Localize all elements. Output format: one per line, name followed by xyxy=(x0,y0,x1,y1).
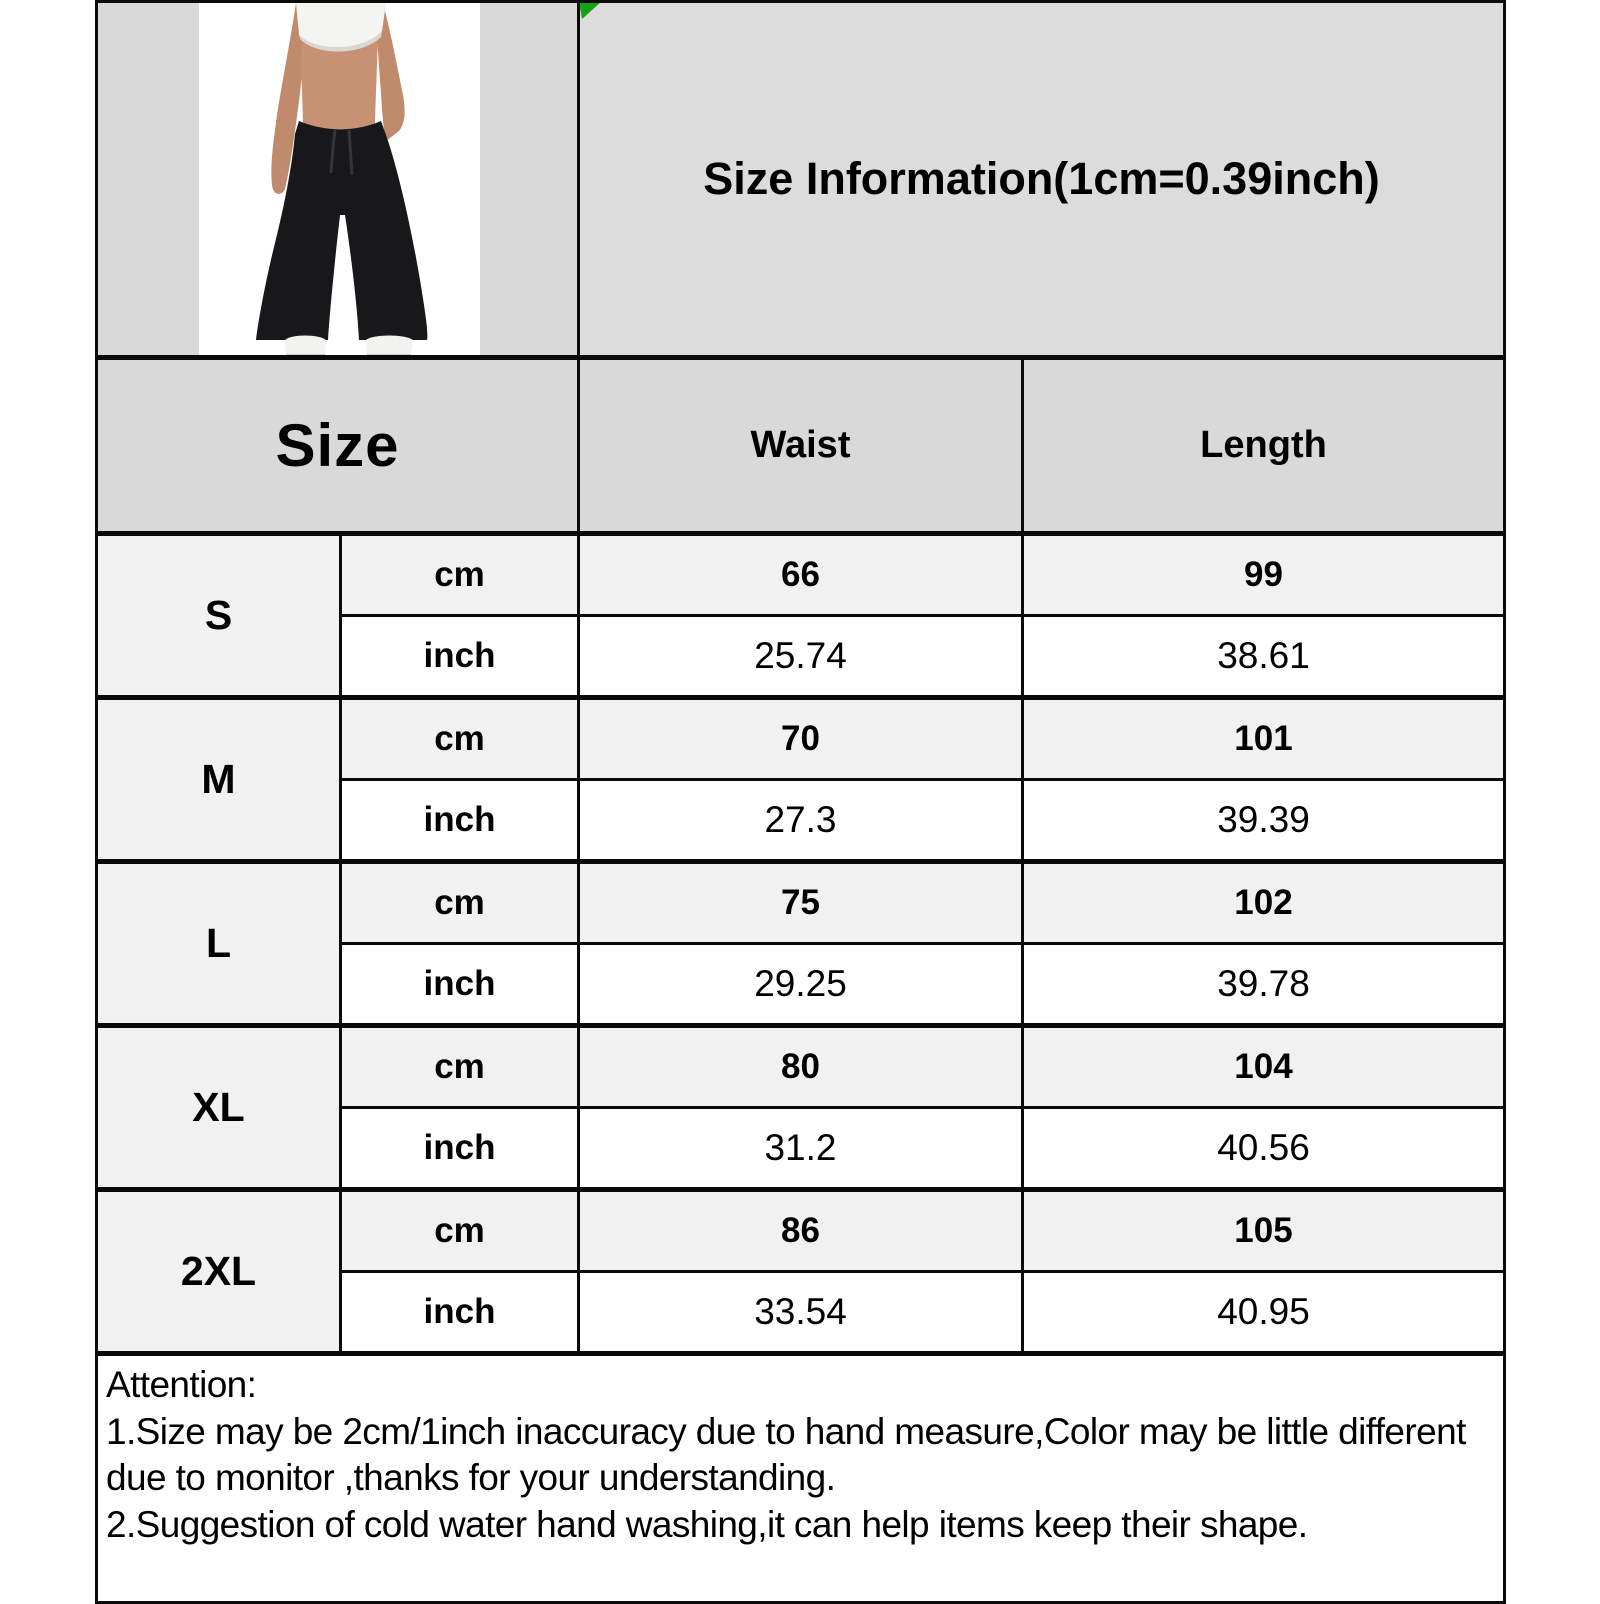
size-information-title-cell xyxy=(579,2,1505,358)
unit-label-cell: cm xyxy=(341,1026,579,1108)
length-value: 40.56 xyxy=(1023,1108,1505,1190)
table-row-2xl-cm xyxy=(97,1190,1505,1272)
size-cell-2xl: 2XL xyxy=(97,1190,341,1354)
unit-label-cell: inch xyxy=(341,944,579,1026)
length-value: 39.78 xyxy=(1023,944,1505,1026)
product-photo xyxy=(199,3,480,358)
size-information-title: Size Information(1cm=0.39inch) xyxy=(703,153,1380,204)
length-value: 39.39 xyxy=(1023,780,1505,862)
unit-label-cell: cm xyxy=(341,862,579,944)
attention-note-cell xyxy=(97,1354,1505,1603)
size-cell-xl: XL xyxy=(97,1026,341,1190)
waist-value: 27.3 xyxy=(579,780,1023,862)
waist-value: 31.2 xyxy=(579,1108,1023,1190)
size-chart-table xyxy=(95,0,1506,1604)
length-value: 38.61 xyxy=(1023,616,1505,698)
waist-value: 86 xyxy=(579,1190,1023,1272)
waist-value: 75 xyxy=(579,862,1023,944)
waist-value: 66 xyxy=(579,534,1023,616)
attention-title: Attention: xyxy=(106,1364,257,1405)
table-row-s-cm xyxy=(97,534,1505,616)
length-value: 99 xyxy=(1023,534,1505,616)
attention-line-1: 1.Size may be 2cm/1inch inaccuracy due to hand measure,Color may be little different due to monitor ,thanks for your understanding. xyxy=(106,1410,1466,1499)
size-cell-l: L xyxy=(97,862,341,1026)
unit-label-cell: cm xyxy=(341,698,579,780)
unit-label-cell: cm xyxy=(341,1190,579,1272)
waist-value: 25.74 xyxy=(579,616,1023,698)
length-value: 105 xyxy=(1023,1190,1505,1272)
green-corner-marker-icon xyxy=(579,2,601,19)
size-chart-sheet xyxy=(95,0,1503,1604)
column-header-length: Length xyxy=(1023,358,1505,534)
waist-value: 33.54 xyxy=(579,1272,1023,1354)
product-photo-cell xyxy=(97,2,579,358)
size-cell-m: M xyxy=(97,698,341,862)
length-value: 104 xyxy=(1023,1026,1505,1108)
length-value: 101 xyxy=(1023,698,1505,780)
table-row-l-cm xyxy=(97,862,1505,944)
column-header-waist: Waist xyxy=(579,358,1023,534)
size-cell-s: S xyxy=(97,534,341,698)
table-row-xl-cm xyxy=(97,1026,1505,1108)
waist-value: 70 xyxy=(579,698,1023,780)
unit-label-cell: inch xyxy=(341,1108,579,1190)
unit-label-cell: inch xyxy=(341,780,579,862)
waist-value: 29.25 xyxy=(579,944,1023,1026)
attention-line-2: 2.Suggestion of cold water hand washing,it can help items keep their shape. xyxy=(106,1503,1308,1545)
waist-value: 80 xyxy=(579,1026,1023,1108)
table-row-m-cm xyxy=(97,698,1505,780)
unit-label-cell: inch xyxy=(341,616,579,698)
unit-label-cell: inch xyxy=(341,1272,579,1354)
column-header-size: Size xyxy=(97,358,579,534)
length-value: 102 xyxy=(1023,862,1505,944)
length-value: 40.95 xyxy=(1023,1272,1505,1354)
unit-label-cell: cm xyxy=(341,534,579,616)
product-photo-background xyxy=(199,3,480,355)
